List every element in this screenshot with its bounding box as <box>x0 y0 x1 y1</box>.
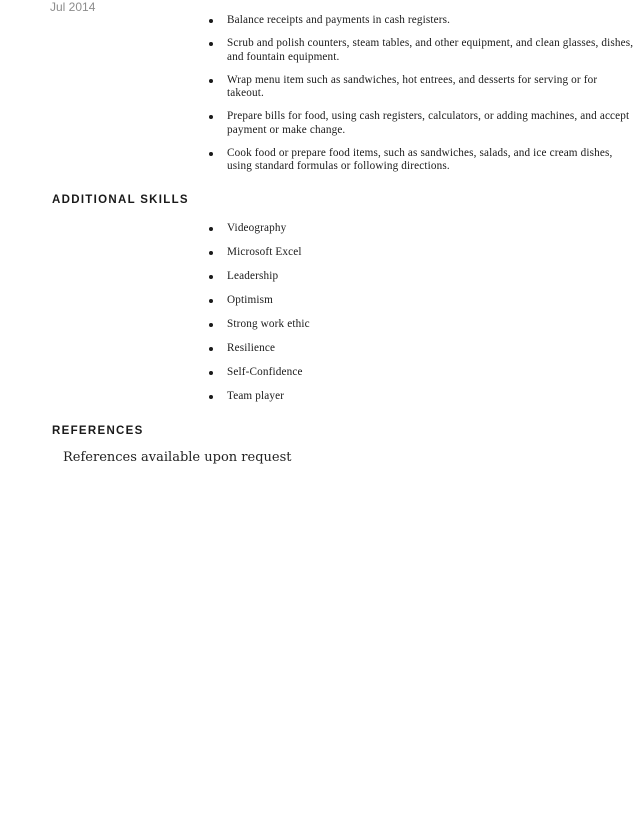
list-item <box>204 222 634 236</box>
list-item <box>204 342 634 356</box>
bullet-icon <box>209 251 213 255</box>
job-date: Jul 2014 <box>50 0 96 14</box>
list-item <box>204 74 634 101</box>
job-duties-list <box>204 14 634 183</box>
bullet-icon <box>209 227 213 231</box>
bullet-icon <box>209 371 213 375</box>
list-item-text: Microsoft Excel <box>227 246 302 258</box>
list-item <box>204 390 634 404</box>
bullet-icon <box>209 347 213 351</box>
bullet-icon <box>209 152 213 156</box>
list-item <box>204 246 634 260</box>
references-text: References available upon request <box>63 450 292 465</box>
section-heading-references: REFERENCES <box>52 425 144 437</box>
list-item-text: Scrub and polish counters, steam tables, and other equipment, and clean glasses, dishes, and fountain equipment. <box>227 37 634 63</box>
list-item <box>204 318 634 332</box>
list-item <box>204 37 634 64</box>
list-item-text: Optimism <box>227 294 273 306</box>
list-item-text: Strong work ethic <box>227 318 310 330</box>
list-item-text: Cook food or prepare food items, such as sandwiches, salads, and ice cream dishes, using standard formulas or following directions. <box>227 146 613 172</box>
list-item-text: Videography <box>227 222 287 234</box>
list-item-text: Leadership <box>227 270 279 282</box>
list-item-text: Wrap menu item such as sandwiches, hot entrees, and desserts for serving or for takeout. <box>227 73 598 99</box>
bullet-icon <box>209 19 213 23</box>
bullet-icon <box>209 395 213 399</box>
list-item-text: Team player <box>227 390 285 402</box>
list-item-text: Self-Confidence <box>227 366 303 378</box>
list-item-text: Prepare bills for food, using cash registers, calculators, or adding machines, and accept payment or make change. <box>227 110 630 136</box>
list-item <box>204 294 634 308</box>
list-item <box>204 366 634 380</box>
list-item-text: Resilience <box>227 342 276 354</box>
bullet-icon <box>209 79 213 83</box>
bullet-icon <box>209 42 213 46</box>
bullet-icon <box>209 299 213 303</box>
list-item <box>204 147 634 174</box>
bullet-icon <box>209 275 213 279</box>
section-heading-additional-skills: ADDITIONAL SKILLS <box>52 194 189 206</box>
bullet-icon <box>209 323 213 327</box>
list-item-text: Balance receipts and payments in cash registers. <box>227 14 451 26</box>
skills-list <box>204 222 634 414</box>
list-item <box>204 110 634 137</box>
bullet-icon <box>209 115 213 119</box>
list-item <box>204 270 634 284</box>
list-item <box>204 14 634 28</box>
